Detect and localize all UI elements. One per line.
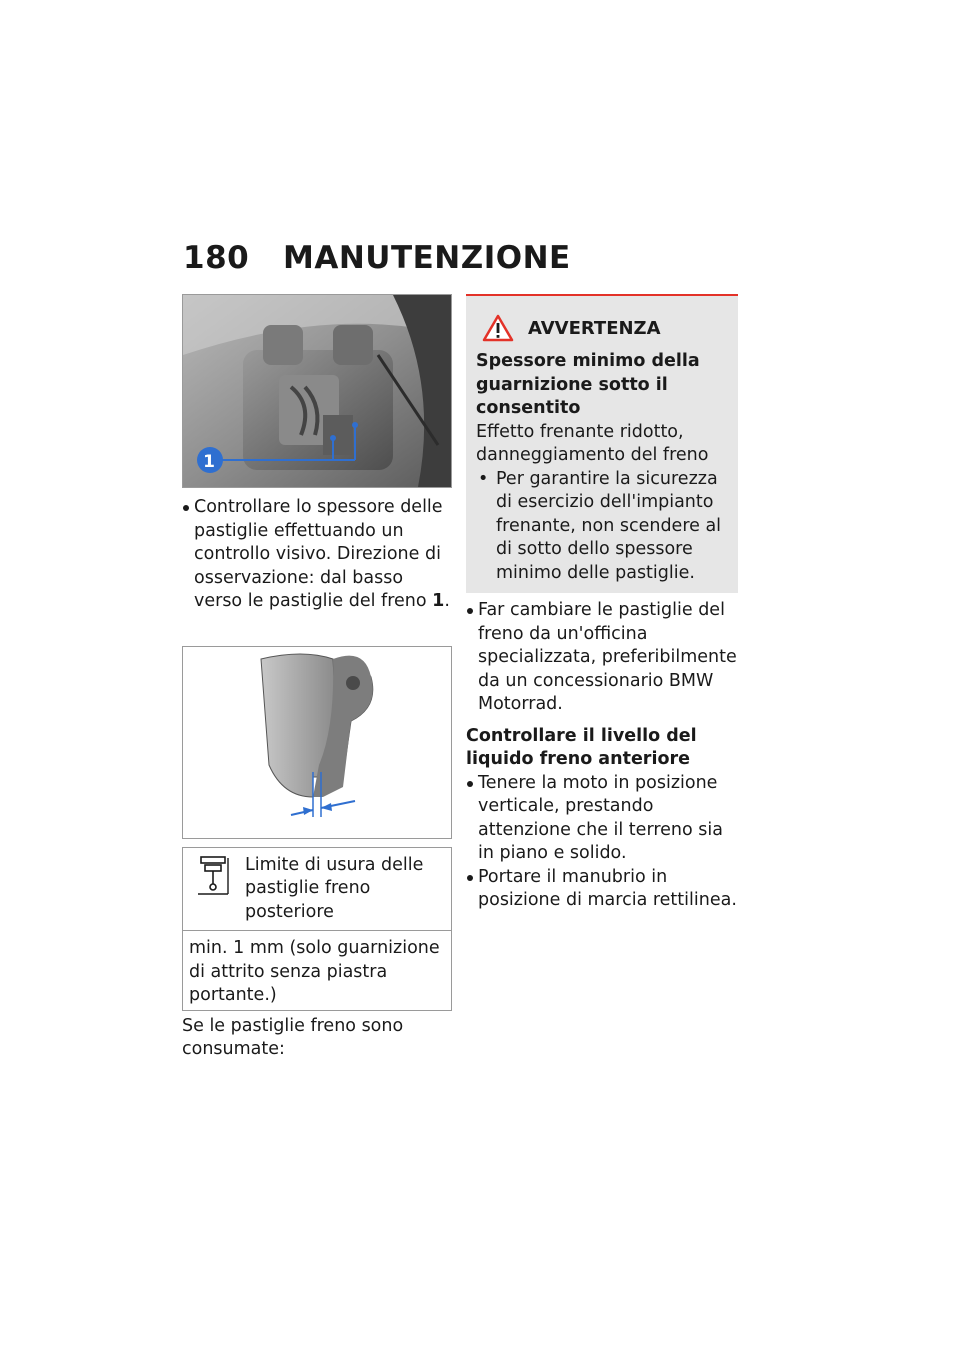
spec-header [183, 848, 451, 932]
fluid-level-steps [466, 772, 738, 913]
callout-reference: 1 [432, 591, 445, 611]
brake-pad-diagram [182, 646, 452, 839]
brake-caliper-photo [182, 294, 452, 488]
list-item: Tenere la moto in posizione verticale, prestando attenzione che il terreno sia in piano e solido. [466, 772, 738, 866]
callout-1-label: 1 [203, 452, 215, 472]
page-title: MANUTENZIONE [283, 240, 571, 276]
list-item: Far cambiare le pastiglie del freno da un'officina specializzata, preferibilmente da un concessionario BMW Motorrad. [466, 599, 738, 717]
warning-box [466, 294, 738, 593]
warning-header [482, 314, 728, 342]
spec-value: min. 1 mm (solo guarnizione di attrito senza piastra portante.) [189, 938, 440, 1005]
section-heading: Controllare il livello del liquido freno anteriore [466, 725, 697, 769]
replacement-steps [466, 599, 738, 717]
warning-triangle-icon [482, 314, 514, 342]
brake-pad-wear-icon [197, 854, 233, 898]
list-item: Portare il manubrio in posizione di marcia rettilinea. [466, 866, 738, 913]
warning-hazard: Spessore minimo della guarnizione sotto il consentito [476, 351, 700, 418]
left-column [182, 294, 452, 1062]
wear-limit-spec-table [182, 847, 452, 1011]
warning-consequence: Effetto frenante ridotto, danneggiamento del freno [476, 421, 709, 465]
list-item: • Per garantire la sicurezza di esercizio dell'impianto frenante, non scendere al di sotto dello spessore minimo delle pastiglie. [476, 468, 728, 586]
right-column [466, 294, 738, 913]
inspection-steps [182, 496, 452, 614]
list-item: Controllare lo spessore delle pastiglie effettuando un controllo visivo. Direzione di osservazione: dal basso verso le pastiglie del freno 1. [182, 496, 452, 614]
warning-title: AVVERTENZA [528, 317, 661, 339]
spec-title: Limite di usura delle pastiglie freno posteriore [245, 854, 424, 922]
worn-pads-intro: Se le pastiglie freno sono consumate: [182, 1015, 404, 1059]
warning-measures [476, 468, 728, 586]
page-number: 180 [183, 240, 250, 276]
